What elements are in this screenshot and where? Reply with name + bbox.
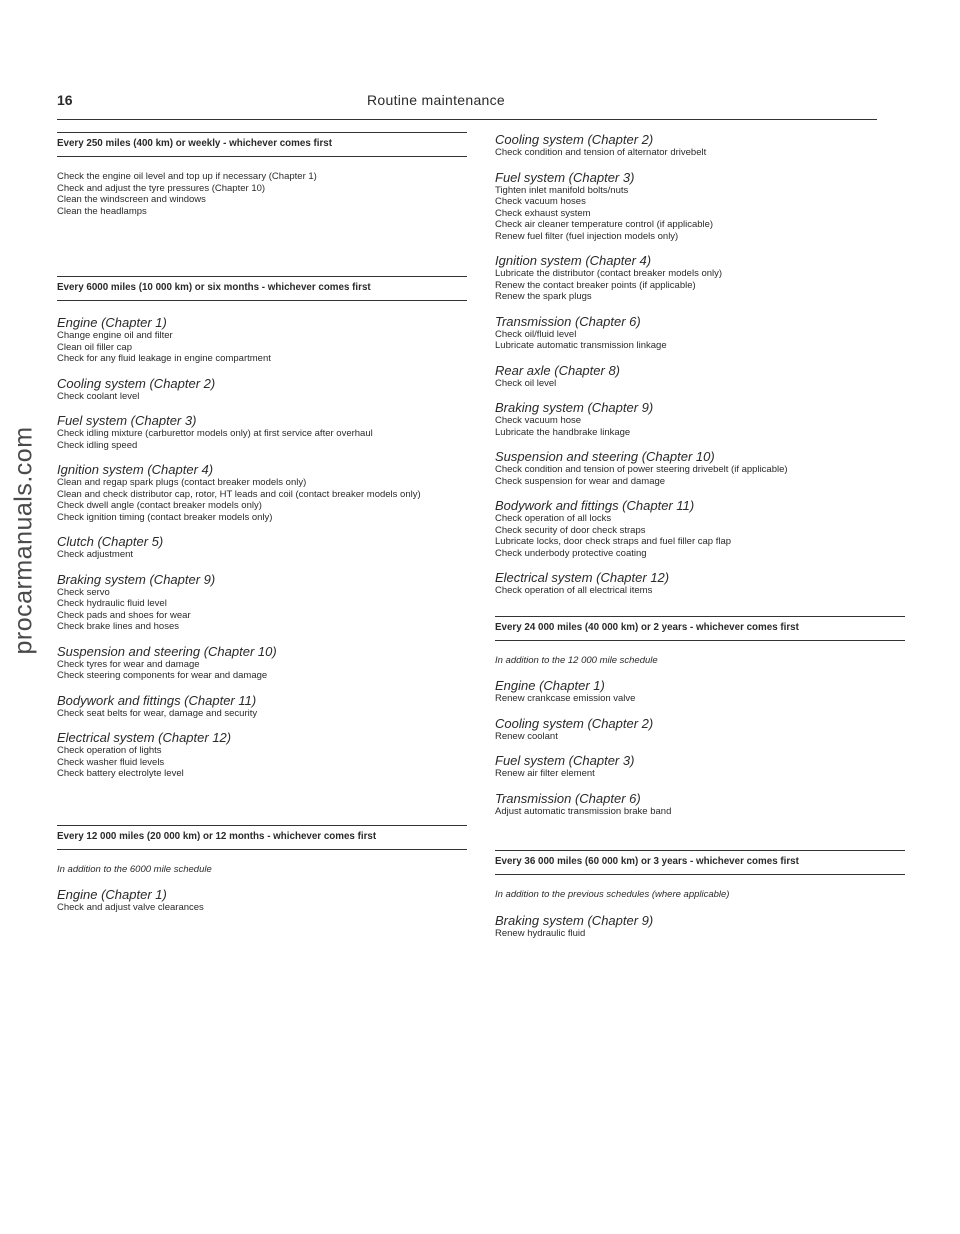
checklist-item: Renew crankcase emission valve — [495, 693, 636, 704]
checklist-item: Check servo — [57, 586, 110, 598]
section-title: Electrical system (Chapter 12) — [495, 570, 670, 585]
section-title: Fuel system (Chapter 3) — [495, 169, 635, 185]
section — [495, 570, 905, 597]
checklist-item: Check for any fluid leakage in engine compartment — [57, 353, 271, 364]
section-items — [495, 329, 905, 352]
schedule-note: In addition to the 12 000 mile schedule — [495, 654, 658, 666]
side-watermark — [4, 300, 44, 780]
section-items — [495, 268, 905, 303]
section — [57, 315, 467, 365]
checklist-item: Check security of door check straps — [495, 524, 646, 536]
section-title: Bodywork and fittings (Chapter 11) — [495, 498, 695, 513]
section-title: Engine (Chapter 1) — [57, 315, 167, 330]
section-items — [57, 659, 467, 682]
checklist-item: Check operation of all locks — [495, 513, 612, 524]
checklist-item: Clean the headlamps — [57, 205, 147, 217]
section — [495, 132, 905, 159]
section-items — [495, 585, 905, 597]
checklist-item: Check brake lines and hoses — [57, 621, 179, 632]
checklist-item: Check operation of lights — [57, 745, 162, 756]
left-column — [57, 132, 467, 925]
checklist-item: Clean and regap spark plugs (contact breaker models only) — [57, 477, 307, 488]
checklist-item: Clean the windscreen and windows — [57, 194, 206, 205]
checklist-item: Lubricate the handbrake linkage — [495, 426, 631, 438]
section-title: Engine (Chapter 1) — [57, 887, 167, 902]
section — [57, 572, 467, 633]
section — [495, 913, 905, 940]
checklist-item: Renew hydraulic fluid — [495, 927, 586, 939]
checklist-item: Check pads and shoes for wear — [57, 609, 191, 621]
section-title: Fuel system (Chapter 3) — [57, 413, 197, 428]
section-items — [495, 415, 905, 438]
section-title: Cooling system (Chapter 2) — [495, 715, 654, 731]
section — [495, 678, 905, 705]
page-number: 16 — [57, 92, 73, 108]
schedule-heading: Every 12 000 miles (20 000 km) or 12 months - whichever comes first — [57, 825, 467, 850]
spacer — [57, 791, 467, 825]
section-items — [57, 330, 467, 365]
schedule-note: In addition to the previous schedules (where applicable) — [495, 889, 730, 900]
checklist-item: Check dwell angle (contact breaker models only) — [57, 500, 262, 511]
schedule-block — [57, 276, 467, 780]
checklist-item: Renew coolant — [495, 730, 558, 742]
checklist-item: Check oil level — [495, 377, 557, 389]
right-column — [495, 132, 905, 950]
checklist-item: Check hydraulic fluid level — [57, 598, 167, 609]
checklist-item: Renew the contact breaker points (if applicable) — [495, 279, 696, 291]
checklist-item: Check battery electrolyte level — [57, 768, 184, 779]
section — [57, 644, 467, 682]
checklist-item: Check washer fluid levels — [57, 756, 165, 768]
checklist-item: Renew the spark plugs — [495, 291, 592, 302]
section-title: Fuel system (Chapter 3) — [495, 753, 635, 768]
section-items — [495, 378, 905, 390]
section-title: Suspension and steering (Chapter 10) — [57, 643, 277, 659]
section — [495, 363, 905, 390]
section-items — [57, 708, 467, 720]
checklist-item: Lubricate the distributor (contact breaker models only) — [495, 268, 723, 279]
section — [57, 376, 467, 403]
checklist-item: Check condition and tension of alternator drivebelt — [495, 147, 707, 158]
spacer — [495, 828, 905, 850]
section-title: Rear axle (Chapter 8) — [495, 362, 620, 378]
section — [57, 693, 467, 720]
section — [57, 413, 467, 451]
section-items — [495, 185, 905, 243]
checklist-item: Adjust automatic transmission brake band — [495, 805, 672, 817]
section-title: Transmission (Chapter 6) — [495, 313, 641, 329]
section-title: Braking system (Chapter 9) — [57, 571, 216, 587]
section — [495, 753, 905, 780]
section — [495, 498, 905, 559]
checklist-item: Renew air filter element — [495, 768, 595, 779]
checklist-item: Check tyres for wear and damage — [57, 658, 200, 670]
section — [495, 170, 905, 243]
section-items — [57, 171, 467, 217]
section-title: Clutch (Chapter 5) — [57, 534, 164, 549]
section — [57, 534, 467, 561]
section — [495, 253, 905, 303]
section-title: Cooling system (Chapter 2) — [495, 132, 654, 147]
section — [57, 887, 467, 914]
section-items — [57, 428, 467, 451]
schedule-block — [495, 850, 905, 939]
checklist-item: Lubricate automatic transmission linkage — [495, 340, 667, 351]
section-items — [495, 806, 905, 818]
section-items — [57, 549, 467, 561]
checklist-item: Check idling mixture (carburettor models only) at first service after overhaul — [57, 428, 373, 439]
section-title: Transmission (Chapter 6) — [495, 790, 641, 806]
checklist-item: Check the engine oil level and top up if necessary (Chapter 1) — [57, 171, 317, 182]
schedule-heading: Every 250 miles (400 km) or weekly - whichever comes first — [57, 132, 467, 157]
section-title: Engine (Chapter 1) — [495, 678, 605, 693]
section — [495, 400, 905, 438]
schedule-block — [57, 132, 467, 217]
section — [57, 171, 467, 217]
schedule-note: In addition to the 6000 mile schedule — [57, 863, 212, 875]
section-items — [57, 745, 467, 780]
checklist-item: Tighten inlet manifold bolts/nuts — [495, 184, 629, 196]
checklist-item: Check air cleaner temperature control (if applicable) — [495, 219, 714, 230]
section-items — [495, 147, 905, 159]
section — [57, 462, 467, 523]
section-items — [495, 513, 905, 559]
section — [495, 791, 905, 818]
checklist-item: Change engine oil and filter — [57, 330, 173, 341]
schedule-heading: Every 36 000 miles (60 000 km) or 3 years - whichever comes first — [495, 850, 905, 875]
checklist-item: Check and adjust the tyre pressures (Chapter 10) — [57, 182, 266, 194]
checklist-item: Check suspension for wear and damage — [495, 475, 666, 487]
checklist-item: Check idling speed — [57, 439, 138, 451]
section-title: Suspension and steering (Chapter 10) — [495, 449, 715, 464]
section-title: Braking system (Chapter 9) — [495, 400, 654, 415]
section-title: Electrical system (Chapter 12) — [57, 730, 232, 745]
schedule-heading: Every 24 000 miles (40 000 km) or 2 years - whichever comes first — [495, 616, 905, 641]
checklist-item: Check operation of all electrical items — [495, 585, 653, 596]
section-title: Bodywork and fittings (Chapter 11) — [57, 692, 257, 708]
section — [495, 716, 905, 743]
section-items — [57, 477, 467, 523]
section — [495, 314, 905, 352]
checklist-item: Check and adjust valve clearances — [57, 902, 204, 913]
schedule-block — [495, 616, 905, 818]
spacer — [495, 608, 905, 616]
checklist-item: Lubricate locks, door check straps and fuel filler cap flap — [495, 536, 732, 547]
section-items — [495, 464, 905, 487]
checklist-item: Check underbody protective coating — [495, 547, 647, 559]
section-title: Ignition system (Chapter 4) — [495, 253, 652, 268]
page-title: Routine maintenance — [367, 92, 506, 108]
section-title: Cooling system (Chapter 2) — [57, 375, 216, 391]
checklist-item: Check steering components for wear and damage — [57, 670, 268, 681]
section-items — [57, 902, 467, 914]
section-items — [495, 928, 905, 940]
checklist-item: Check coolant level — [57, 390, 140, 402]
section — [57, 730, 467, 780]
schedule-block — [57, 825, 467, 914]
section — [495, 449, 905, 487]
checklist-item: Clean oil filler cap — [57, 341, 132, 353]
section-items — [495, 693, 905, 705]
spacer — [57, 228, 467, 276]
watermark-text: procarmanuals.com — [9, 425, 38, 655]
section-items — [495, 768, 905, 780]
checklist-item: Clean and check distributor cap, rotor, HT leads and coil (contact breaker models only) — [57, 488, 421, 500]
section-title: Braking system (Chapter 9) — [495, 912, 654, 928]
checklist-item: Check condition and tension of power steering drivebelt (if applicable) — [495, 464, 788, 475]
section-items — [57, 391, 467, 403]
schedule-heading: Every 6000 miles (10 000 km) or six months - whichever comes first — [57, 276, 467, 301]
checklist-item: Check seat belts for wear, damage and security — [57, 707, 258, 719]
checklist-item: Check adjustment — [57, 549, 134, 560]
checklist-item: Check ignition timing (contact breaker models only) — [57, 511, 273, 523]
section-items — [495, 731, 905, 743]
checklist-item: Check exhaust system — [495, 207, 591, 219]
checklist-item: Check oil/fluid level — [495, 328, 577, 340]
checklist-item: Renew fuel filter (fuel injection models only) — [495, 230, 679, 242]
checklist-item: Check vacuum hoses — [495, 196, 586, 207]
checklist-item: Check vacuum hose — [495, 415, 582, 426]
section-title: Ignition system (Chapter 4) — [57, 462, 214, 477]
page-header — [57, 92, 877, 114]
section-items — [57, 587, 467, 633]
header-rule — [57, 119, 877, 120]
